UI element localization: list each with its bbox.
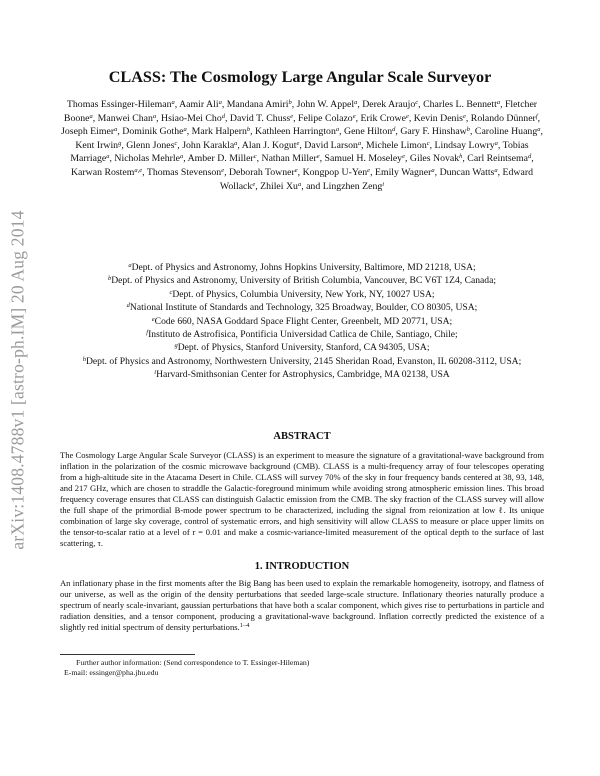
affiliation-text: Instituto de Astrofisica, Pontificia Universidad Catlica de Chile, Santiago, Chile; bbox=[148, 329, 458, 341]
author-name: Caroline Huang bbox=[474, 126, 538, 138]
author bbox=[303, 167, 370, 178]
author-name: Karwan Rostem bbox=[70, 166, 135, 178]
author bbox=[98, 113, 156, 124]
footnote-email: E-mail: essinger@pha.jhu.edu bbox=[64, 668, 159, 678]
author bbox=[147, 167, 224, 178]
author-name: John Karakla bbox=[182, 139, 235, 151]
affiliation-text: Dept. of Physics and Astronomy, Johns Hopkins University, Baltimore, MD 21218, USA; bbox=[131, 262, 476, 273]
author-name: David Larson bbox=[304, 139, 358, 151]
author-affiliation-key: d bbox=[527, 153, 532, 161]
author-name: Zhilei Xu bbox=[260, 180, 298, 192]
author bbox=[192, 126, 250, 137]
arxiv-identifier: arXiv:1408.4788v1 [astro-ph.IM] 20 Aug 2014 bbox=[7, 210, 28, 550]
author bbox=[122, 126, 186, 137]
author bbox=[71, 167, 142, 178]
author-affiliation-key: a bbox=[537, 126, 541, 134]
author-name: Edward Wollack bbox=[219, 166, 533, 192]
author-name: Kathleen Harrington bbox=[255, 126, 336, 138]
author-name: Tobias Marriage bbox=[70, 139, 529, 165]
affiliation bbox=[60, 328, 544, 341]
author bbox=[227, 99, 292, 110]
author-affiliation-key: f bbox=[535, 112, 538, 120]
author-name: Mark Halpern bbox=[191, 126, 247, 138]
author bbox=[61, 126, 117, 137]
author-affiliation-key: a bbox=[106, 153, 110, 161]
author-name: Glenn Jones bbox=[126, 139, 175, 151]
author-affiliation-key: b bbox=[246, 126, 251, 134]
author-name: Alan J. Kogut bbox=[241, 139, 297, 151]
author-name: Dominik Gothe bbox=[122, 126, 184, 138]
author bbox=[297, 99, 358, 110]
author-name: Gene Hilton bbox=[344, 126, 393, 138]
author-name: Erik Crowe bbox=[360, 112, 406, 124]
author-affiliation-key: d bbox=[221, 112, 225, 120]
author-affiliation-key: e bbox=[296, 139, 300, 147]
author-affiliation-key: a bbox=[297, 180, 302, 188]
author bbox=[440, 167, 498, 178]
author-name: Fletcher Boone bbox=[63, 99, 538, 124]
arxiv-sidebar-stamp bbox=[0, 185, 36, 575]
author bbox=[161, 113, 225, 124]
footnote-rule bbox=[60, 654, 195, 655]
affiliation-text: National Institute of Standards and Technology, 325 Broadway, Boulder, CO 80305, USA; bbox=[129, 302, 478, 314]
author-name: Nathan Miller bbox=[261, 153, 317, 165]
author-affiliation-key: i bbox=[382, 180, 385, 188]
affiliation-text: Code 660, NASA Goddard Space Flight Center, Greenbelt, MD 20771, USA; bbox=[154, 315, 453, 327]
affiliation-key: i bbox=[154, 369, 157, 377]
author-name: Samuel H. Moseley bbox=[324, 153, 403, 165]
author bbox=[410, 153, 463, 164]
author-name: Deborah Towner bbox=[228, 166, 295, 178]
affiliation-key: e bbox=[151, 315, 155, 323]
author-affiliation-key: c bbox=[415, 99, 419, 106]
author bbox=[230, 113, 293, 124]
introduction-citation: 1–4 bbox=[239, 622, 250, 630]
author bbox=[242, 140, 300, 151]
author-name: Michele Limon bbox=[366, 139, 427, 151]
author-affiliation-key: e bbox=[402, 153, 405, 161]
affiliation-key: d bbox=[126, 302, 130, 310]
affiliation-key: b bbox=[107, 275, 112, 283]
author-name: Gary F. Hinshaw bbox=[400, 126, 467, 138]
affiliation bbox=[60, 341, 544, 354]
author bbox=[188, 153, 257, 164]
author bbox=[323, 181, 384, 192]
author-name: Carl Reintsema bbox=[467, 153, 528, 165]
introduction-body: An inflationary phase in the first moments after the Big Bang has been used to explain the remarkable homogeneity, isotropy, and flatness of our universe, as well as the origin of the density perturbations that seeded large-scale structure. Inflationary theories naturally produce a spectrum of nearly scale-invariant, gaussian perturbations that have both a scalar component, which gives rise to perturbations in particle and radiation densities, and a tensor component, producing a gravitational-wave background. Inflation correctly predicted the existence of a slightly red initial spectrum of density perturbations. bbox=[60, 578, 544, 633]
author-affiliation-key: a bbox=[496, 99, 501, 106]
author-name: Emily Wagner bbox=[374, 166, 432, 178]
author-affiliation-key: a bbox=[152, 112, 157, 120]
author-affiliation-key: b bbox=[466, 126, 471, 134]
author-name: Mandana Amiri bbox=[226, 99, 289, 110]
author-affiliation-key: a bbox=[357, 139, 362, 147]
author bbox=[229, 167, 298, 178]
affiliation-list bbox=[60, 261, 544, 382]
author-affiliation-key: d bbox=[392, 126, 396, 134]
affiliation bbox=[60, 355, 544, 368]
author-affiliation-key: a bbox=[494, 139, 498, 147]
author-name: Duncan Watts bbox=[439, 166, 495, 178]
author-affiliation-key: a bbox=[179, 153, 184, 161]
author bbox=[467, 153, 531, 164]
footnote bbox=[64, 658, 544, 679]
introduction-text bbox=[60, 578, 544, 633]
author-name: Thomas Essinger-Hileman bbox=[66, 99, 172, 110]
author-name: David T. Chuss bbox=[229, 112, 291, 124]
author bbox=[298, 113, 356, 124]
author-name: Amber D. Miller bbox=[187, 153, 254, 165]
author-affiliation-key: h bbox=[459, 153, 463, 161]
author-affiliation-key: a bbox=[431, 166, 435, 174]
introduction-heading: 1. INTRODUCTION bbox=[254, 561, 350, 572]
author-name: Hsiao-Mei Cho bbox=[161, 112, 222, 124]
affiliation bbox=[60, 315, 544, 328]
author-affiliation-key: e bbox=[290, 112, 294, 120]
affiliation bbox=[60, 301, 544, 314]
affiliation bbox=[60, 288, 544, 301]
author-affiliation-key: a,e bbox=[134, 166, 143, 174]
author bbox=[114, 153, 183, 164]
author-name: Manwei Chan bbox=[97, 112, 153, 124]
abstract-text: The Cosmology Large Angular Scale Surveyor (CLASS) is an experiment to measure the signature of a gravitational-wave background from inflation in the polarization of the cosmic microwave background (CMB). CLASS is a multi-frequency array of four telescopes operating from a high-altitude site in the Atacama Desert in Chile. CLASS will survey 70% of the sky in four frequency bands centered at 38, 93, 148, and 217 GHz, which are chosen to straddle the Galactic-foreground minimum while avoiding strong atmospheric emission lines. This broad frequency coverage ensures that CLASS can distinguish Galactic emission from the CMB. The sky fraction of the CLASS survey will allow the full shape of the primordial B-mode power spectrum to be characterized, including the signal from reionization at low ℓ. Its unique combination of large sky coverage, control of systematic errors, and high sensitivity will allow CLASS to measure or place upper limits on the tensor-to-scalar ratio at a level of r = 0.01 and make a cosmic-variance-limited measurement of the optical depth to the surface of last scattering, τ. bbox=[60, 450, 544, 549]
author-affiliation-key: e bbox=[252, 180, 256, 188]
affiliation-text: Dept. of Physics and Astronomy, University of British Columbia, Vancouver, BC V6T 1Z4, Canada; bbox=[111, 275, 497, 287]
author bbox=[400, 126, 470, 137]
author-affiliation-key: c bbox=[253, 153, 257, 161]
author bbox=[362, 99, 418, 110]
author-name: Kent Irwin bbox=[75, 139, 119, 151]
author bbox=[344, 126, 395, 137]
affiliation-text: Dept. of Physics, Columbia University, New York, NY, 10027 USA; bbox=[172, 288, 435, 300]
affiliation-text: Dept. of Physics, Stanford University, Stanford, CA 94305, USA; bbox=[177, 342, 430, 354]
author-affiliation-key: e bbox=[352, 112, 356, 120]
author bbox=[304, 140, 361, 151]
author-affiliation-key: a bbox=[171, 99, 175, 106]
author-list: Thomas Essinger-Hileman$^a$, Aamir Ali$^a$, Mandana Amiri$^b$, John W. Appel$^a$, Derek Araujo$^c$, Charles L. Bennett$^a$, Fletcher Boone$^a$, Manwei Chan$^a$, Hsiao-Mei Cho$^d$, David T. Chuss$^e$, Felipe Colazo$^e$, Erik Crowe$^e$, Kevin Denis$^e$, Rolando Dünner$^f$, Joseph Eimer$^a$, Dominik Gothe$^a$, Mark Halpern$^b$, Kathleen Harrington$^a$, Gene Hilton$^d$, Gary F. Hinshaw$^b$, Caroline Huang$^a$, Kent Irwin$^g$, Glenn Jones$^c$, John Karakla$^a$, Alan J. Kogut$^e$, David Larson$^a$, Michele Limon$^c$, Lindsay Lowry$^a$, Tobias Marriage$^a$, Nicholas Mehrle$^a$, Amber D. Miller$^c$, Nathan Miller$^e$, Samuel H. Moseley$^e$, Giles Novak$^h$, Carl Reintsema$^d$, Karwan Rostem$^{a,e}$, Thomas Stevenson$^e$, Deborah Towner$^e$, Kongpop U-Yen$^e$, Emily Wagner$^a$, Duncan Watts$^a$, Edward Wollack$^e$, Zhilei Xu$^a$, and Lingzhen Zeng$^i$ bbox=[61, 99, 543, 192]
paper-title: CLASS: The Cosmology Large Angular Scale Surveyor bbox=[108, 68, 492, 86]
affiliation bbox=[60, 274, 544, 287]
author-name: Charles L. Bennett bbox=[423, 99, 497, 110]
author-affiliation-key: e bbox=[405, 112, 409, 120]
author-affiliation-key: a bbox=[335, 126, 340, 134]
author-name: Felipe Colazo bbox=[298, 112, 353, 124]
affiliation-key: a bbox=[128, 262, 132, 269]
author bbox=[325, 153, 405, 164]
affiliation-text: Harvard-Smithsonian Center for Astrophysics, Cambridge, MA 02138, USA bbox=[156, 369, 450, 381]
author-affiliation-key: e bbox=[294, 166, 298, 174]
author bbox=[475, 126, 541, 137]
affiliation-key: c bbox=[169, 288, 173, 296]
author-name: Lingzhen Zeng bbox=[322, 180, 383, 192]
author-name: Giles Novak bbox=[409, 153, 460, 165]
author bbox=[255, 126, 339, 137]
affiliation-text: Dept. of Physics and Astronomy, Northwestern University, 2145 Sheridan Road, Evanston, IL 60208-3112, USA; bbox=[85, 355, 522, 367]
author-name: Kongpop U-Yen bbox=[302, 166, 368, 178]
author-name: Kevin Denis bbox=[413, 112, 463, 124]
author bbox=[375, 167, 435, 178]
author bbox=[471, 113, 538, 124]
author-name: Thomas Stevenson bbox=[146, 166, 222, 178]
author bbox=[435, 140, 498, 151]
author-name: Rolando Dünner bbox=[470, 112, 536, 124]
author bbox=[414, 113, 466, 124]
affiliation bbox=[60, 368, 544, 381]
author-affiliation-key: a bbox=[114, 126, 118, 134]
author-affiliation-key: a bbox=[89, 112, 93, 120]
author-name: John W. Appel bbox=[296, 99, 355, 110]
author bbox=[179, 99, 222, 110]
affiliation-key: h bbox=[82, 355, 86, 363]
author bbox=[423, 99, 500, 110]
author bbox=[366, 140, 430, 151]
author bbox=[260, 181, 301, 192]
author-affiliation-key: e bbox=[221, 166, 225, 174]
author bbox=[67, 99, 175, 110]
author-affiliation-key: c bbox=[426, 139, 430, 147]
author-affiliation-key: a bbox=[218, 99, 222, 106]
affiliation bbox=[60, 261, 544, 274]
author-affiliation-key: c bbox=[174, 139, 178, 147]
author-affiliation-key: g bbox=[118, 139, 122, 147]
author-affiliation-key: b bbox=[288, 99, 292, 106]
author bbox=[262, 153, 320, 164]
abstract-heading: ABSTRACT bbox=[273, 431, 331, 442]
author bbox=[75, 140, 121, 151]
author-name: Derek Araujo bbox=[362, 99, 416, 110]
author bbox=[126, 140, 177, 151]
author-name: Lindsay Lowry bbox=[434, 139, 495, 151]
author-affiliation-key: e bbox=[316, 153, 320, 161]
author-affiliation-key: a bbox=[234, 139, 238, 147]
author-affiliation-key: e bbox=[367, 166, 371, 174]
author-name: Joseph Eimer bbox=[61, 126, 115, 138]
author-name: Nicholas Mehrle bbox=[114, 153, 180, 165]
author-affiliation-key: a bbox=[183, 126, 187, 134]
author-affiliation-key: e bbox=[462, 112, 466, 120]
affiliation-key: g bbox=[174, 342, 178, 350]
author bbox=[361, 113, 409, 124]
footnote-correspondence: Further author information: (Send correspondence to T. Essinger-Hileman) bbox=[76, 658, 310, 667]
affiliation-key: f bbox=[146, 329, 149, 337]
author-affiliation-key: a bbox=[494, 166, 498, 174]
author-name: Aamir Ali bbox=[179, 99, 219, 110]
author-affiliation-key: a bbox=[354, 99, 358, 106]
author bbox=[182, 140, 237, 151]
